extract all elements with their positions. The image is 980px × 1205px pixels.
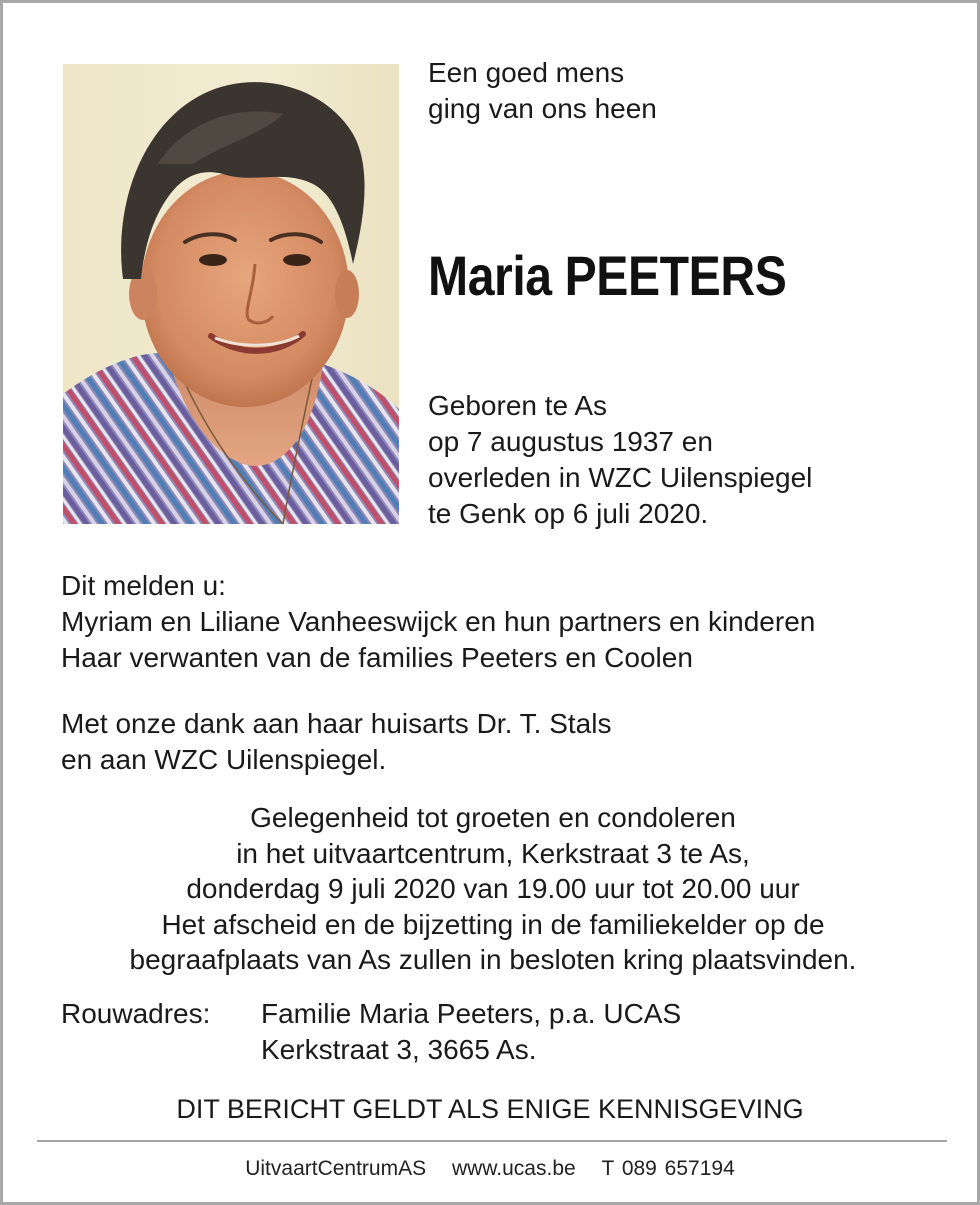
mourning-address-line: Familie Maria Peeters, p.a. UCAS <box>261 998 682 1029</box>
intro-line: ging van ons heen <box>428 93 657 124</box>
footer-phone: T 089 657194 <box>601 1157 735 1180</box>
notify-section <box>61 568 815 676</box>
mourning-address-label: Rouwadres: <box>61 998 211 1029</box>
notify-line: Myriam en Liliane Vanheeswijck en hun partners en kinderen <box>61 606 816 637</box>
visitation-line: begraafplaats van As zullen in besloten kring plaatsvinden. <box>129 944 857 975</box>
birth-death-details <box>428 388 812 532</box>
visitation-line: Het afscheid en de bijzetting in de familiekelder op de <box>161 908 825 940</box>
official-notice: DIT BERICHT GELDT ALS ENIGE KENNISGEVING <box>176 1094 804 1124</box>
mourning-address-line: Kerkstraat 3, 3665 As. <box>261 1034 537 1065</box>
intro-text <box>428 55 657 127</box>
footer <box>3 1155 977 1183</box>
footer-company: UitvaartCentrumAS <box>245 1157 427 1180</box>
thanks-line: Met onze dank aan haar huisarts Dr. T. Stals <box>61 708 612 739</box>
notify-line: Dit melden u: <box>61 570 226 601</box>
notify-line: Haar verwanten van de families Peeters en Coolen <box>61 642 693 673</box>
thanks-section <box>61 706 611 778</box>
mourning-address-lines <box>261 996 681 1068</box>
intro-line: Een goed mens <box>428 57 625 88</box>
deceased-name: Maria PEETERS <box>428 244 787 307</box>
visitation-line: donderdag 9 juli 2020 van 19.00 uur tot 20.00 uur <box>186 873 800 904</box>
birth-death-line: te Genk op 6 juli 2020. <box>428 498 709 529</box>
portrait-photo <box>63 64 399 524</box>
visitation-line: Gelegenheid tot groeten en condoleren <box>250 802 736 833</box>
birth-death-line: op 7 augustus 1937 en <box>428 426 713 457</box>
birth-death-line: overleden in WZC Uilenspiegel <box>428 462 813 493</box>
footer-website: www.ucas.be <box>451 1157 576 1180</box>
birth-death-line: Geboren te As <box>428 390 608 421</box>
visitation-line: in het uitvaartcentrum, Kerkstraat 3 te As, <box>236 837 750 869</box>
thanks-line: en aan WZC Uilenspiegel. <box>61 744 387 775</box>
visitation-section <box>43 800 943 978</box>
footer-divider <box>37 1140 947 1142</box>
